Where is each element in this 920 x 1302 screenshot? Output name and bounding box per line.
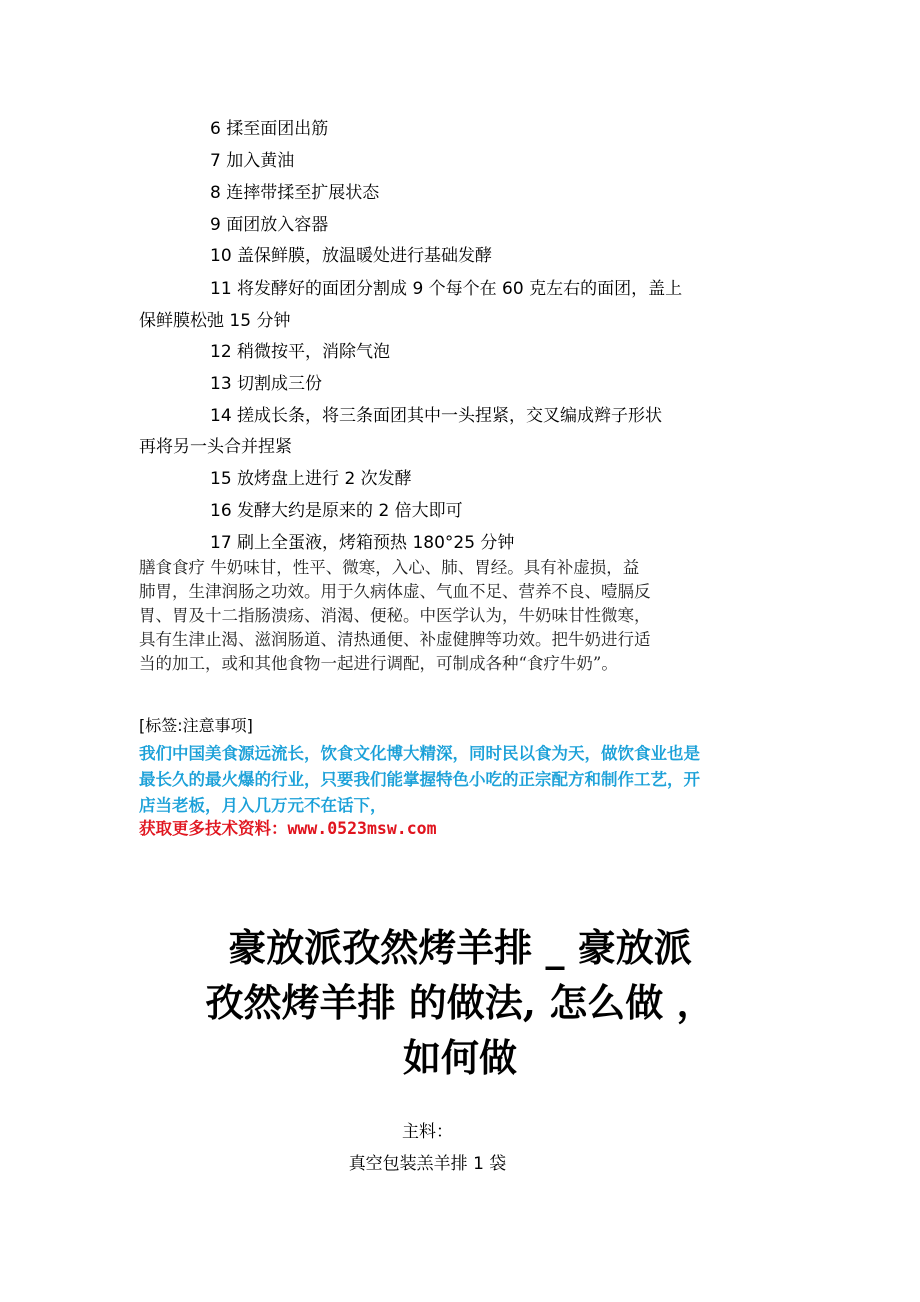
step-15: 15 放烤盘上进行 2 次发酵 xyxy=(210,469,412,489)
step-17: 17 刷上全蛋液，烤箱预热 180°25 分钟 xyxy=(210,533,515,553)
ingredient-item: 真空包装羔羊排 1 袋 xyxy=(348,1154,507,1174)
promo-line: 最长久的最火爆的行业，只要我们能掌握特色小吃的正宗配方和制作工艺，开 xyxy=(139,770,700,789)
title-line: 如何做 xyxy=(402,1035,517,1080)
resource-link-line xyxy=(139,817,437,841)
step-7: 7 加入黄油 xyxy=(210,151,295,171)
step-16: 16 发酵大约是原来的 2 倍大即可 xyxy=(210,501,463,521)
promo-paragraph xyxy=(139,741,789,819)
diet-line: 具有生津止渴、滋润肠道、清热通便、补虚健脾等功效。把牛奶进行适 xyxy=(139,630,651,649)
step-14-continued: 再将另一头合并捏紧 xyxy=(139,437,292,457)
resource-label: 获取更多技术资料： xyxy=(139,819,288,838)
diet-therapy-paragraph xyxy=(139,556,729,676)
tag-label: [标签:注意事项] xyxy=(139,716,253,735)
step-9: 9 面团放入容器 xyxy=(210,215,329,235)
diet-line: 胃、胃及十二指肠溃疡、消渴、便秘。中医学认为，牛奶味甘性微寒， xyxy=(139,606,651,625)
step-10: 10 盖保鲜膜，放温暖处进行基础发酵 xyxy=(210,246,493,266)
title-line: 孜然烤羊排 的做法, 怎么做 ， xyxy=(205,980,715,1025)
step-11: 11 将发酵好的面团分割成 9 个每个在 60 克左右的面团，盖上 xyxy=(210,279,683,299)
step-13: 13 切割成三份 xyxy=(210,374,323,394)
diet-line: 膳食食疗 牛奶味甘，性平、微寒，入心、肺、胃经。具有补虚损，益 xyxy=(139,558,640,577)
diet-line: 当的加工，或和其他食物一起进行调配，可制成各种“食疗牛奶”。 xyxy=(139,654,618,673)
step-8: 8 连摔带揉至扩展状态 xyxy=(210,183,380,203)
ingredients-heading: 主料： xyxy=(402,1122,453,1142)
title-line: 豪放派孜然烤羊排 _ 豪放派 xyxy=(228,925,692,970)
step-14: 14 搓成长条，将三条面团其中一头捏紧，交叉编成辫子形状 xyxy=(210,406,663,426)
step-12: 12 稍微按平，消除气泡 xyxy=(210,342,391,362)
promo-line: 我们中国美食源远流长，饮食文化博大精深，同时民以食为天，做饮食业也是 xyxy=(139,744,700,763)
step-6: 6 揉至面团出筋 xyxy=(210,119,329,139)
diet-line: 肺胃，生津润肠之功效。用于久病体虚、气血不足、营养不良、噎膈反 xyxy=(139,582,651,601)
recipe-title xyxy=(120,920,800,1085)
resource-url-link[interactable]: www.0523msw.com xyxy=(287,819,437,838)
promo-line: 店当老板，月入几万元不在话下， xyxy=(139,796,387,815)
step-11-continued: 保鲜膜松弛 15 分钟 xyxy=(139,311,291,331)
